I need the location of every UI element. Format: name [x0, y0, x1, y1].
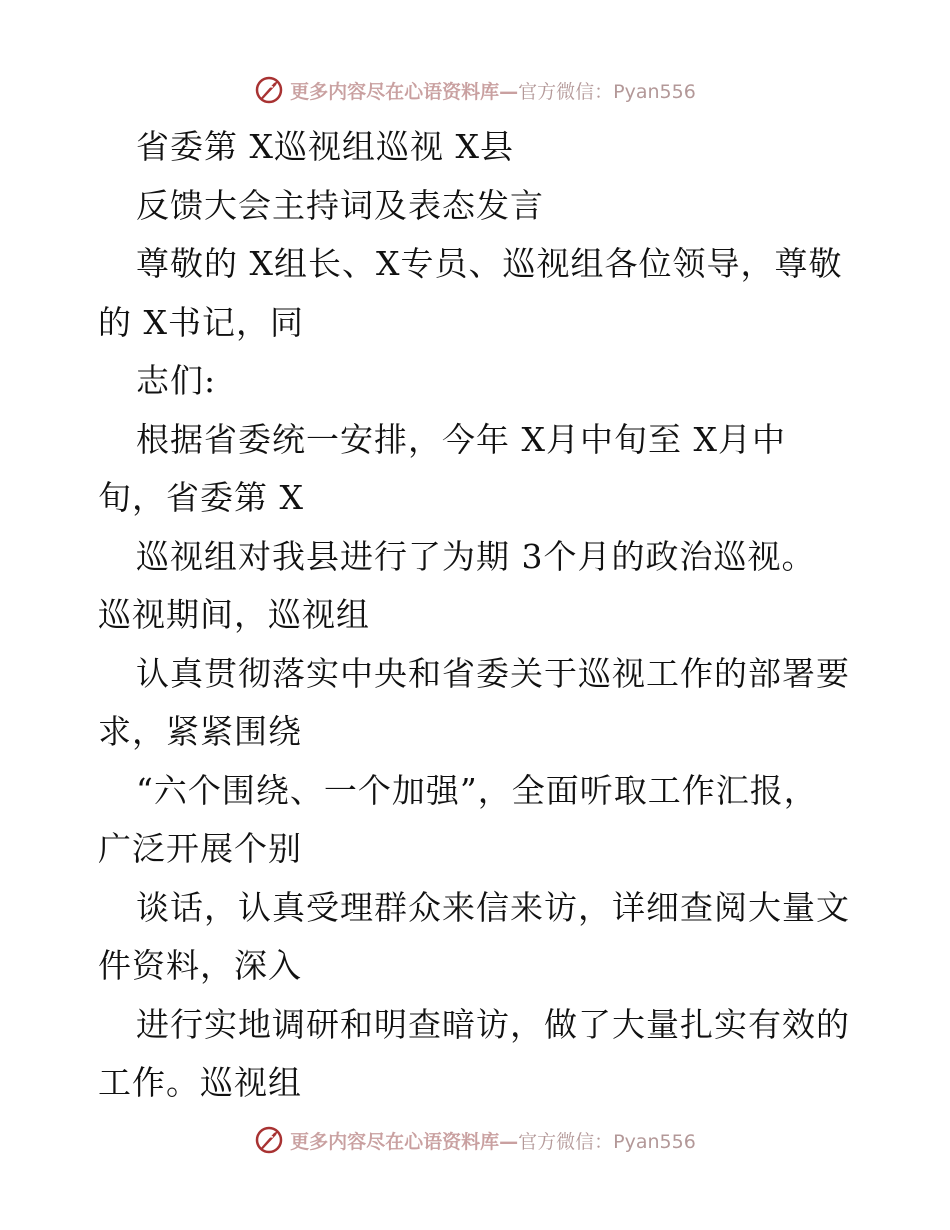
paragraph-line: 巡视期间，巡视组	[98, 595, 370, 634]
paragraph-line: 件资料，深入	[98, 946, 302, 985]
footer-banner-wechat: 官方微信：Pyan556	[518, 1130, 696, 1153]
footer-banner-title: 更多内容尽在心语资料库	[290, 1130, 500, 1153]
quill-logo-icon	[254, 75, 284, 105]
footer-banner	[0, 1120, 950, 1160]
header-banner-text	[290, 77, 696, 104]
paragraph-line: 广泛开展个别	[98, 829, 302, 868]
header-banner-title: 更多内容尽在心语资料库	[290, 80, 500, 103]
document-body	[98, 118, 858, 1113]
title-line-2: 反馈大会主持词及表态发言	[136, 185, 544, 225]
title-line-1: 省委第 X巡视组巡视 X县	[136, 127, 514, 166]
paragraph-line: 进行实地调研和明查暗访，做了大量扎实有效的	[136, 1004, 850, 1044]
paragraph-line: 求，紧紧围绕	[98, 712, 302, 751]
header-banner-wechat: 官方微信：Pyan556	[518, 80, 696, 103]
paragraph-line: 认真贯彻落实中央和省委关于巡视工作的部署要	[136, 653, 850, 693]
header-banner-separator: —	[499, 80, 519, 103]
paragraph-line: 谈话，认真受理群众来信来访，详细查阅大量文	[136, 887, 850, 927]
quill-logo-icon	[254, 1125, 284, 1155]
paragraph-line: 尊敬的 X组长、X专员、巡视组各位领导，尊敬	[136, 244, 843, 283]
paragraph-line: 志们:	[136, 361, 217, 400]
paragraph-line: “六个围绕、一个加强”，全面听取工作汇报，	[136, 770, 818, 810]
paragraph-line: 旬，省委第 X	[98, 478, 304, 517]
header-banner	[0, 70, 950, 110]
paragraph-line: 根据省委统一安排，今年 X月中旬至 X月中	[136, 419, 786, 459]
paragraph-line: 的 X书记，同	[98, 302, 304, 342]
footer-banner-separator: —	[499, 1130, 519, 1153]
footer-banner-text	[290, 1127, 696, 1154]
paragraph-line: 巡视组对我县进行了为期 3个月的政治巡视。	[136, 536, 816, 576]
paragraph-line: 工作。巡视组	[98, 1063, 302, 1102]
